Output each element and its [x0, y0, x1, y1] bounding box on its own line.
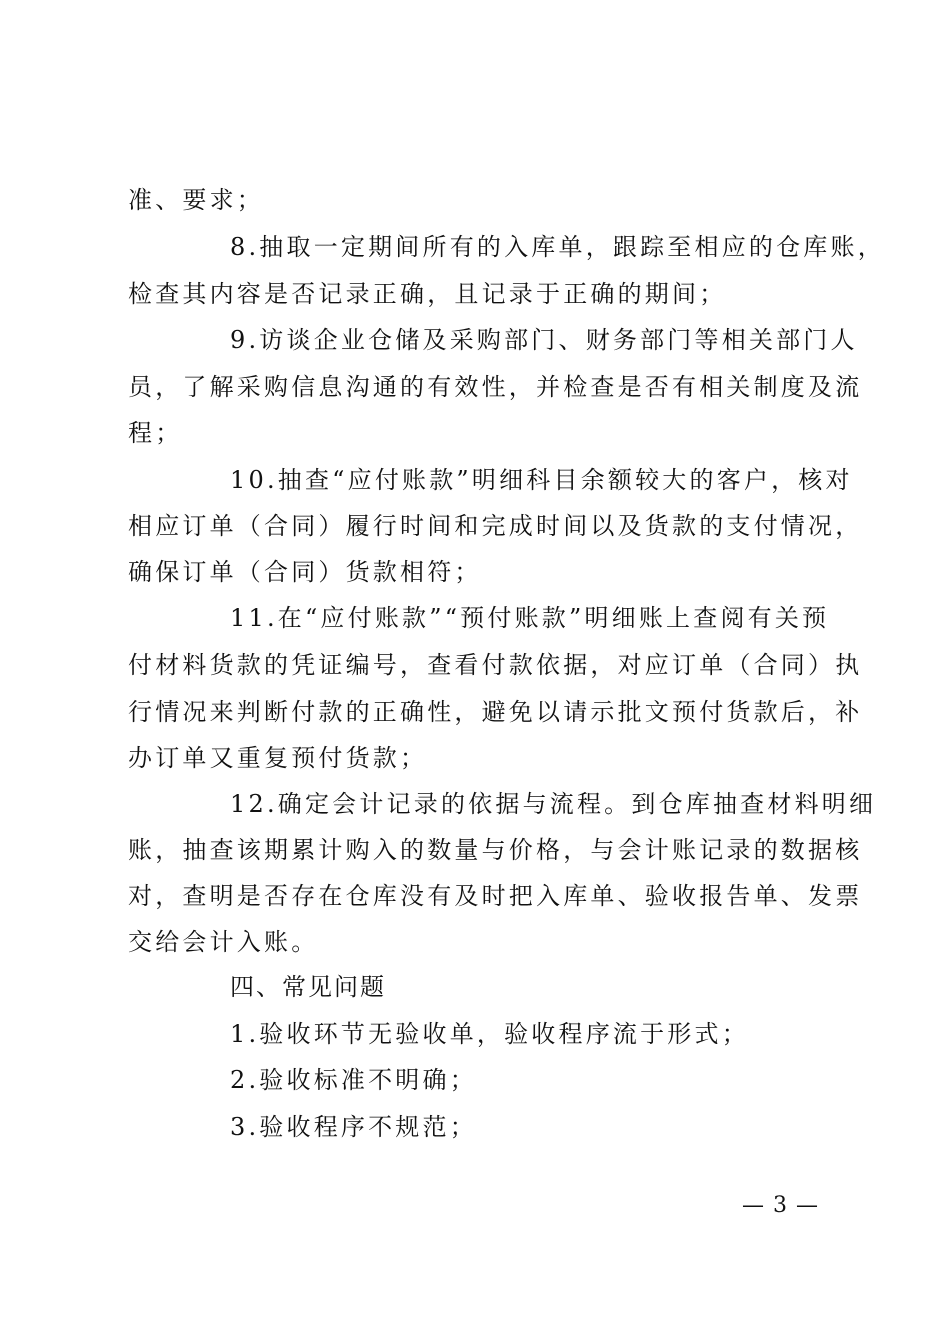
text-line: 12.确定会计记录的依据与流程。到仓库抽查材料明细: [230, 790, 877, 818]
text-line: 10.抽查“应付账款”明细科目余额较大的客户，核对: [230, 466, 853, 494]
text-line: 账，抽查该期累计购入的数量与价格，与会计账记录的数据核: [128, 836, 863, 864]
text-line: 11.在“应付账款”“预付账款”明细账上查阅有关预: [230, 604, 830, 632]
page-number: — 3 —: [742, 1193, 819, 1218]
text-line: 程；: [128, 419, 183, 447]
text-line: 对，查明是否存在仓库没有及时把入库单、验收报告单、发票: [128, 882, 863, 910]
text-line: 办订单又重复预付货款；: [128, 744, 428, 772]
text-line: 相应订单（合同）履行时间和完成时间以及货款的支付情况，: [128, 512, 863, 540]
text-line: 检查其内容是否记录正确，且记录于正确的期间；: [128, 280, 727, 308]
text-line: 交给会计入账。: [128, 928, 319, 956]
list-item: 2.验收标准不明确；: [230, 1066, 477, 1094]
text-line: 行情况来判断付款的正确性，避免以请示批文预付货款后，补: [128, 698, 863, 726]
list-item: 1.验收环节无验收单，验收程序流于形式；: [230, 1020, 749, 1048]
text-line: 付材料货款的凭证编号，查看付款依据，对应订单（合同）执: [128, 651, 863, 679]
text-line: 9.访谈企业仓储及采购部门、财务部门等相关部门人: [230, 326, 858, 354]
text-line: 8.抽取一定期间所有的入库单，跟踪至相应的仓库账，: [230, 233, 885, 261]
text-line: 准、要求；: [128, 186, 264, 214]
text-line: 员，了解采购信息沟通的有效性，并检查是否有相关制度及流: [128, 373, 863, 401]
list-item: 3.验收程序不规范；: [230, 1113, 477, 1141]
section-heading: 四、常见问题: [230, 973, 386, 1001]
text-line: 确保订单（合同）货款相符；: [128, 558, 482, 586]
